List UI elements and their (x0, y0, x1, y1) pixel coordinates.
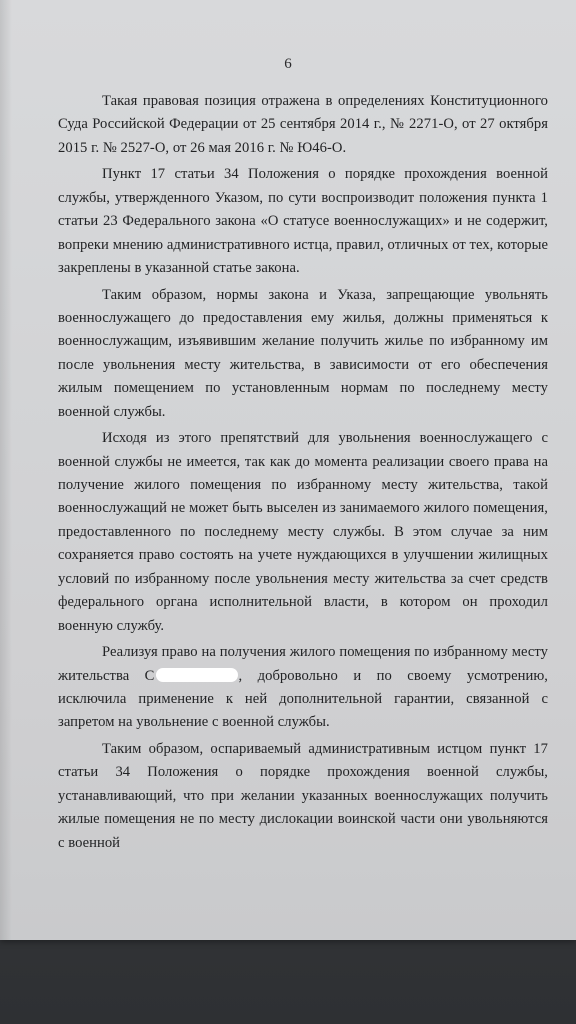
paragraph-3: Таким образом, нормы закона и Указа, запрещающие увольнять военнослужащего до предоставления ему жилья, должны применяться к военнослужащим, изъявившим желание получить жилье по избранному им после увольнения месту жительства, в зависимости от его обеспечения жилым помещением по установленным нормам по последнему месту военной службы. (58, 286, 548, 420)
redacted-name (156, 668, 238, 682)
paragraph-6: Таким образом, оспариваемый административным истцом пункт 17 статьи 34 Положения о порядке прохождения военной службы, устанавливающий, что при желании указанных военнослужащих получить жилые помещения не по месту дислокации воинской части они увольняются с военной (58, 740, 548, 851)
paragraph-1: Такая правовая позиция отражена в определениях Конституционного Суда Российской Федерации от 25 сентября 2014 г., № 2271-О, от 27 октября 2015 г. № 2527-О, от 26 мая 2016 г. № Ю46-О. (58, 93, 548, 156)
document-body (58, 90, 548, 858)
paragraph-5-start: Реализуя право на получения жилого помещения по избранному месту жительства С (58, 644, 548, 684)
paragraph-4: Исходя из этого препятствий для увольнения военнослужащего с военной службы не имеется, так как до момента реализации своего права на получение жилого помещения по избранному месту жительства, такой военнослужащий не может быть выселен из занимаемого жилого помещения, предоставленного по последнему месту службы. В этом случае за ним сохраняется право состоять на учете нуждающихся в улучшении жилищных условий по избранному после увольнения месту жительства за счет средств федерального органа исполнительной власти, в котором он проходил военную службу. (58, 430, 548, 634)
paragraph-5-end: , добровольно и по своему усмотрению, исключила применение к ней дополнительной гарантии, связанной с запретом на увольнение с военной службы. (58, 667, 548, 731)
paragraph-5 (58, 641, 548, 735)
page-number: 6 (284, 56, 292, 72)
paragraph-2: Пункт 17 статьи 34 Положения о порядке прохождения военной службы, утвержденного Указом, по сути воспроизводит положения пункта 1 статьи 23 Федерального закона «О статусе военнослужащих» и не содержит, вопреки мнению административного истца, правил, отличных от тех, которые закреплены в указанной статье закона. (58, 166, 548, 277)
